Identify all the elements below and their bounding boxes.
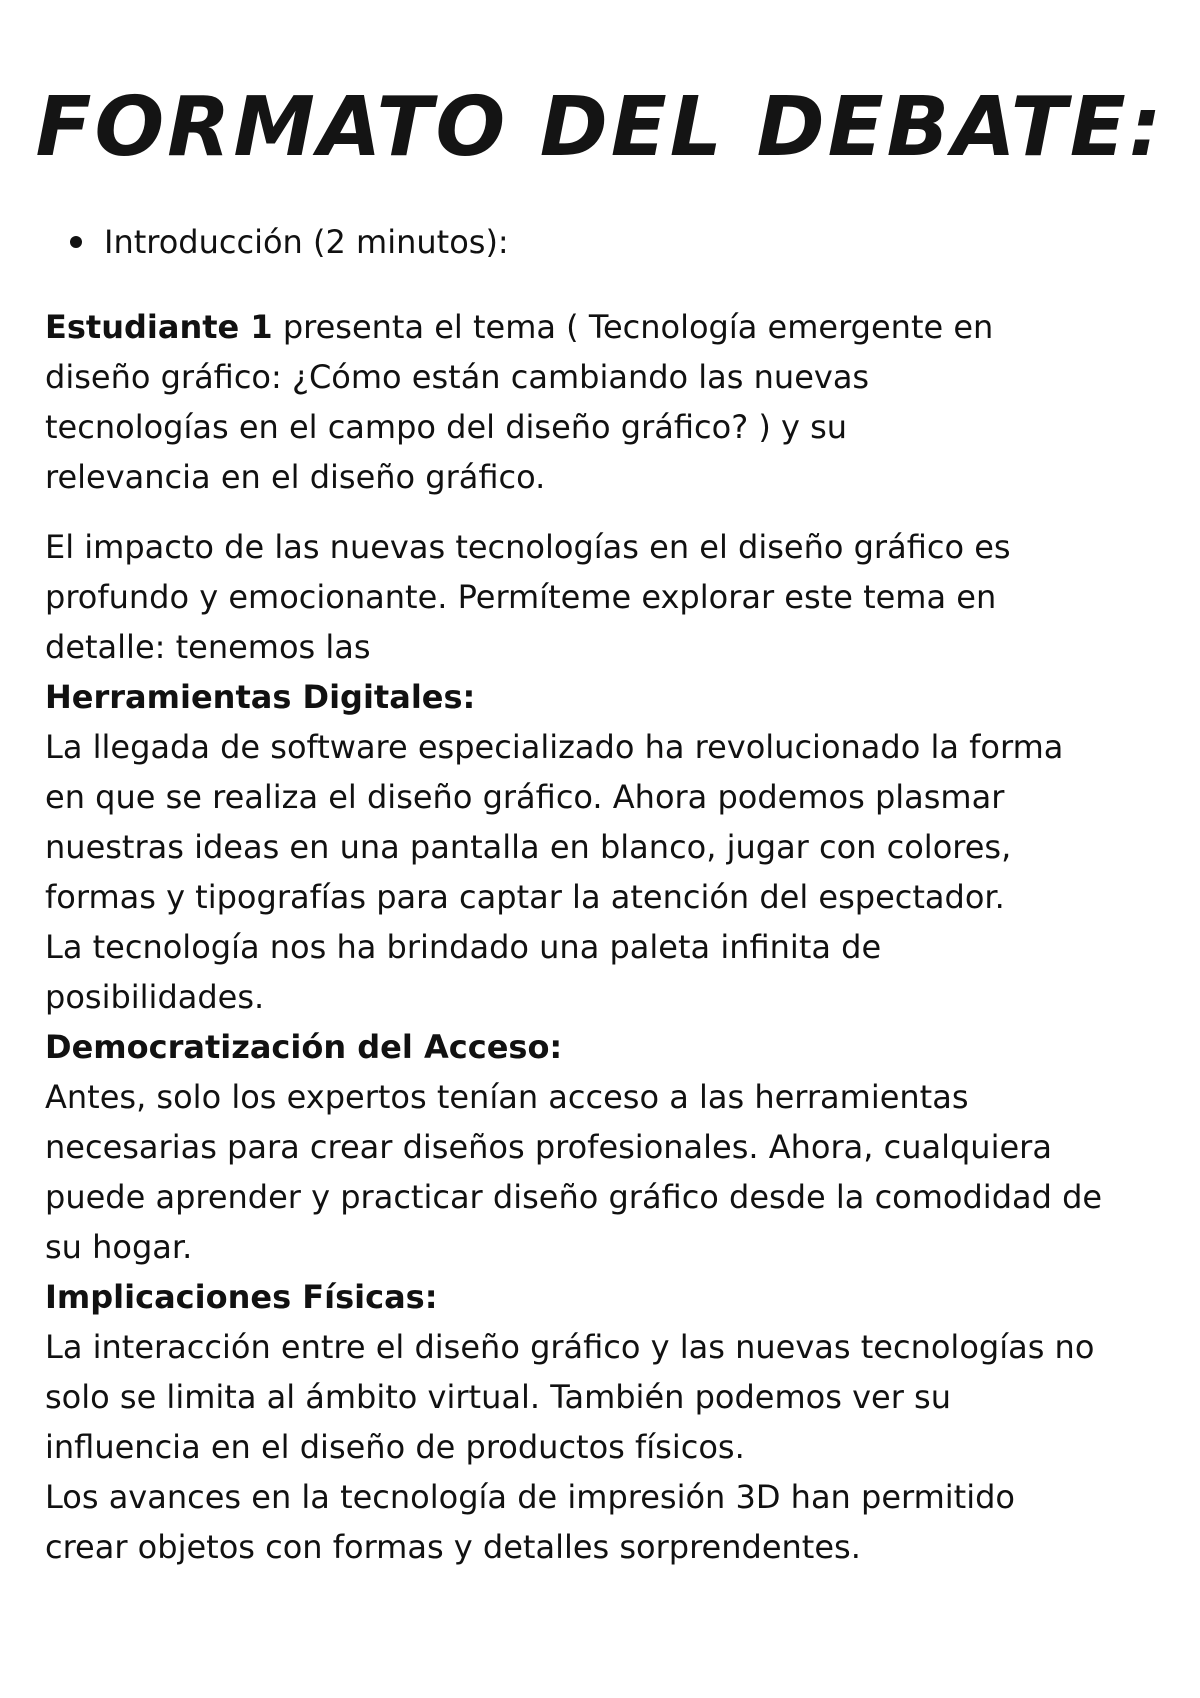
bullet-text: Introducción (2 minutos): xyxy=(104,223,509,261)
section-line: La interacción entre el diseño gráfico y las nuevas tecnologías no xyxy=(45,1328,1095,1366)
intro-line: diseño gráfico: ¿Cómo están cambiando las nuevas xyxy=(45,358,870,396)
intro-line-text: presenta el tema ( Tecnología emergente en xyxy=(272,308,994,346)
section-line: solo se limita al ámbito virtual. También podemos ver su xyxy=(45,1378,951,1416)
section-line: influencia en el diseño de productos físicos. xyxy=(45,1428,745,1466)
section-line: La llegada de software especializado ha revolucionado la forma xyxy=(45,728,1064,766)
bullet-item xyxy=(68,222,509,262)
section-line: posibilidades. xyxy=(45,978,265,1016)
impact-line: detalle: tenemos las xyxy=(45,628,371,666)
section-line: su hogar. xyxy=(45,1228,193,1266)
intro-line xyxy=(45,302,1175,352)
impact-line: profundo y emocionante. Permíteme explorar este tema en xyxy=(45,578,997,616)
section-line: puede aprender y practicar diseño gráfico desde la comodidad de xyxy=(45,1178,1103,1216)
section-heading-democratizacion: Democratización del Acceso: xyxy=(45,1028,563,1066)
intro-line: tecnologías en el campo del diseño gráfico? ) y su xyxy=(45,408,848,446)
section-line: formas y tipografías para captar la atención del espectador. xyxy=(45,878,1005,916)
section-heading-herramientas: Herramientas Digitales: xyxy=(45,678,476,716)
section-line: necesarias para crear diseños profesionales. Ahora, cualquiera xyxy=(45,1128,1052,1166)
page-title: FORMATO DEL DEBATE: xyxy=(35,80,1165,175)
intro-line: relevancia en el diseño gráfico. xyxy=(45,458,546,496)
body-content xyxy=(45,522,1175,1572)
section-line: La tecnología nos ha brindado una paleta infinita de xyxy=(45,928,882,966)
section-line: nuestras ideas en una pantalla en blanco, jugar con colores, xyxy=(45,828,1012,866)
section-line: crear objetos con formas y detalles sorprendentes. xyxy=(45,1528,861,1566)
impact-line: El impacto de las nuevas tecnologías en el diseño gráfico es xyxy=(45,528,1011,566)
speaker-label: Estudiante 1 xyxy=(45,308,273,346)
intro-paragraph xyxy=(45,302,1175,502)
bullet-dot-icon xyxy=(70,236,82,248)
section-line: Antes, solo los expertos tenían acceso a las herramientas xyxy=(45,1078,969,1116)
section-heading-implicaciones: Implicaciones Físicas: xyxy=(45,1278,438,1316)
section-line: en que se realiza el diseño gráfico. Ahora podemos plasmar xyxy=(45,778,1005,816)
section-line: Los avances en la tecnología de impresión 3D han permitido xyxy=(45,1478,1015,1516)
